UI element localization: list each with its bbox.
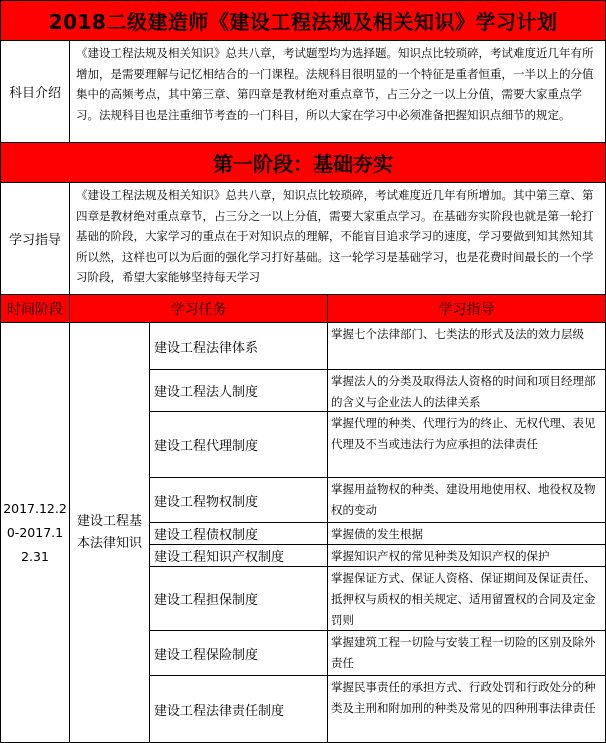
table-header [1,295,605,323]
plan-table-body [1,323,605,742]
time-period: 2017.12.20-2017.12.31 [1,323,70,742]
table-row [150,523,605,545]
task-guide: 掌握知识产权的常见种类及知识产权的保护 [331,549,550,563]
task-name: 建设工程代理制度 [150,412,328,477]
task-name: 建设工程担保制度 [150,567,328,630]
task-name: 建设工程法人制度 [150,370,328,411]
header-time: 时间阶段 [1,295,70,322]
task-name: 建设工程债权制度 [150,523,328,544]
table-row [150,370,605,412]
task-name: 建设工程知识产权制度 [150,545,328,566]
task-name: 建设工程物权制度 [150,478,328,522]
study-guide-section [1,183,605,295]
task-guide: 掌握七个法律部门、七类法的形式及法的效力层级 [331,327,584,341]
subject-intro-text: 《建设工程法规及相关知识》总共八章，考试题型均为选择题。知识点比较琐碎，考试难度近几年有所增加，是需要理解与记忆相结合的一门课程。法规科目很明显的一个特征是重者恒重，一半以上的分值集中的高频考点，其中第三章、第四章是教材绝对重点章节，占三分之一以上分值，需要大家重点学习。法规科目也是注重细节考查的一门科目，所以大家在学习中必须准备把握知识点细节的规定。 [76,46,594,122]
study-guide-text: 《建设工程法规及相关知识》总共八章，知识点比较琐碎，考试难度近几年有所增加。其中第三章、第四章是教材绝对重点章节，占三分之一以上分值，需要大家重点学习。在基础夯实阶段也就是第一轮打基础的阶段，大家学习的重点在于对知识点的理解，不能盲目追求学习的速度，学习要做到知其然知其所以然，这样也可以为后面的强化学习打好基础。这一轮学习是基础学习，也是花费时间最长的一个学习阶段，希望大家能够坚持每天学习 [76,188,594,284]
task-category: 建设工程基本法律知识 [70,323,150,742]
subject-intro-label: 科目介绍 [1,41,70,142]
task-name: 建设工程保险制度 [150,631,328,675]
task-guide: 掌握民事责任的承担方式、行政处罚和行政处分的种类及主刑和附加刑的种类及常见的四种刑事法律责任 [331,680,596,715]
table-row [150,567,605,631]
table-row [150,412,605,478]
task-name: 建设工程法律体系 [150,323,328,369]
task-guide: 掌握用益物权的种类、建设用地使用权、地役权及物权的变动 [331,482,596,517]
subject-intro-section [1,41,605,143]
table-row [150,545,605,567]
task-guide: 掌握代理的种类、代理行为的终止、无权代理、表见代理及不当或违法行为应承担的法律责任 [331,416,596,451]
study-guide-label: 学习指导 [1,183,70,294]
table-row [150,631,605,676]
task-name: 建设工程法律责任制度 [150,676,328,742]
table-row [150,478,605,523]
page-title: 2018二级建造师《建设工程法规及相关知识》学习计划 [1,1,605,41]
header-guide: 学习指导 [438,301,495,318]
task-guide: 掌握保证方式、保证人资格、保证期间及保证责任、抵押权与质权的相关规定、适用留置权的合同及定金罚则 [331,571,596,627]
header-task: 学习任务 [70,295,328,322]
stage-title: 第一阶段：基础夯实 [1,143,605,183]
table-row [150,323,605,370]
task-guide: 掌握债的发生根据 [331,527,423,541]
table-row [150,676,605,742]
task-list [150,323,605,742]
task-guide: 掌握建筑工程一切险与安装工程一切险的区别及除外责任 [331,635,596,670]
task-guide: 掌握法人的分类及取得法人资格的时间和项目经理部的含义与企业法人的法律关系 [331,374,596,409]
